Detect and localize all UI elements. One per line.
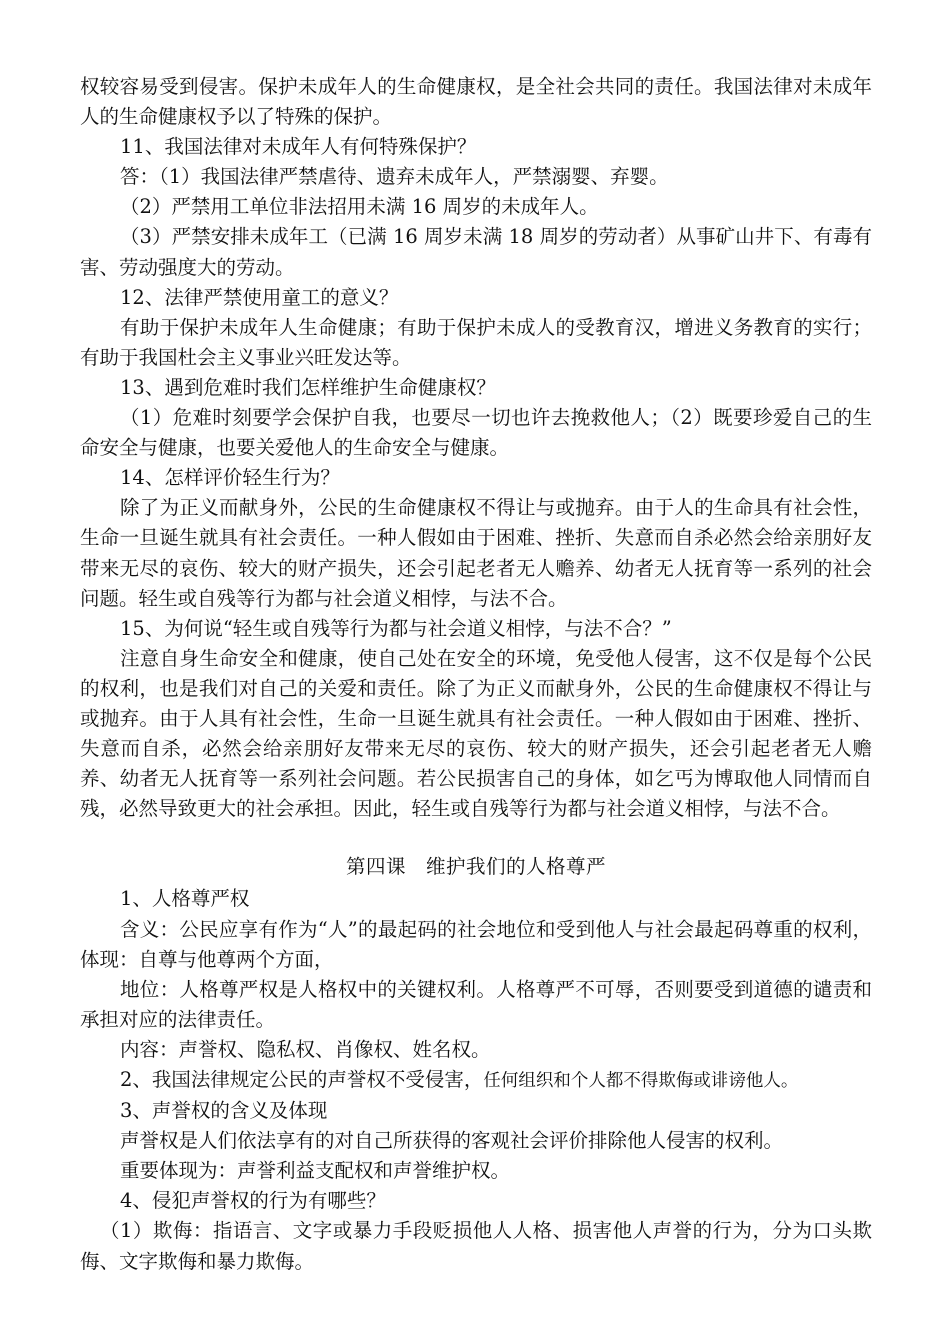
section-3-definition: 声誉权是人们依法享有的对自己所获得的客观社会评价排除他人侵害的权利。 — [120, 1129, 784, 1153]
section-1-content: 内容：声誉权、隐私权、肖像权、姓名权。 — [120, 1037, 491, 1061]
section-4-item-1: （1）欺侮：指语言、文字或暴力手段贬损他人人格、损害他人声誉的行为，分为口头欺侮、文字欺侮和暴力欺侮。 — [80, 1219, 872, 1273]
section-1-definition: 含义：公民应享有作为“人”的最起码的社会地位和受到他人与社会最起码尊重的权利，体现：自尊与他尊两个方面， — [80, 917, 872, 971]
question-14: 14、怎样评价轻生行为？ — [120, 466, 340, 490]
answer-11-item-2: （2）严禁用工单位非法招用未满 16 周岁的未成年人。 — [120, 195, 599, 219]
answer-15: 注意自身生命安全和健康，使自己处在安全的环境，免受他人侵害，这不仅是每个公民的权利，也是我们对自己的关爱和责任。除了为正义而献身外，公民的生命健康权不得让与或抛弃。由于人具有社会性，生命一旦诞生就具有社会责任。一种人假如由于困难、挫折、失意而自杀，必然会给亲朋好友带来无尽的哀伤、较大的财产损失，还会引起老者无人赡养、幼者无人抚育等一系列社会问题。若公民损害自己的身体，如乞丐为博取他人同情而自残，必然导致更大的社会承担。因此，轻生或自残等行为都与社会道义相悖，与法不合。 — [80, 646, 872, 821]
answer-12: 有助于保护未成年人生命健康；有助于保护未成人的受教育汉，增进义务教育的实行；有助于我国杜会主义事业兴旺发达等。 — [80, 315, 872, 369]
paragraph-intro: 权较容易受到侵害。保护未成年人的生命健康权，是全社会共同的责任。我国法律对未成年人的生命健康权予以了特殊的保护。 — [80, 75, 872, 129]
question-13: 13、遇到危难时我们怎样维护生命健康权？ — [120, 375, 496, 399]
question-15: 15、为何说“轻生或自残等行为都与社会道义相悖，与法不合？” — [120, 616, 672, 640]
question-11: 11、我国法律对未成年人有何特殊保护？ — [120, 135, 477, 159]
answer-11-item-1: 答：（1）我国法律严禁虐待、遗弃未成年人，严禁溺婴、弃婴。 — [120, 165, 669, 189]
answer-11-item-3: （3）严禁安排未成年工（已满 16 周岁未满 18 周岁的劳动者）从事矿山井下、有毒有害、劳动强度大的劳动。 — [80, 225, 872, 279]
question-12: 12、法律严禁使用童工的意义？ — [120, 285, 399, 309]
answer-14: 除了为正义而献身外，公民的生命健康权不得让与或抛弃。由于人的生命具有社会性，生命一旦诞生就具有社会责任。一种人假如由于困难、挫折、失意而自杀必然会给亲朋好友带来无尽的哀伤、较大的财产损失，还会引起老者无人赡养、幼者无人抚育等一系列的社会问题。轻生或自残等行为都与社会道义相悖，与法不合。 — [80, 496, 872, 610]
section-4-heading: 4、侵犯声誉权的行为有哪些？ — [120, 1189, 386, 1213]
section-1-status: 地位：人格尊严权是人格权中的关键权利。人格尊严不可辱，否则要受到道德的谴责和承担对应的法律责任。 — [80, 977, 872, 1031]
section-2-main: 2、我国法律规定公民的声誉权不受侵害， — [120, 1068, 484, 1091]
section-3-heading: 3、声誉权的含义及体现 — [120, 1099, 328, 1123]
section-2-statement — [80, 1065, 872, 1096]
document-page — [80, 72, 872, 1277]
answer-13: （1）危难时刻要学会保护自我，也要尽一切也许去挽救他人；（2）既要珍爱自己的生命安全与健康，也要关爱他人的生命安全与健康。 — [80, 406, 872, 460]
section-3-key-points: 重要体现为：声誉利益支配权和声誉维护权。 — [120, 1159, 511, 1183]
section-2-tail: 任何组织和个人都不得欺侮或诽谤他人。 — [483, 1071, 799, 1091]
lesson-title: 第四课 维护我们的人格尊严 — [345, 855, 606, 879]
section-1-heading: 1、人格尊严权 — [120, 887, 250, 911]
